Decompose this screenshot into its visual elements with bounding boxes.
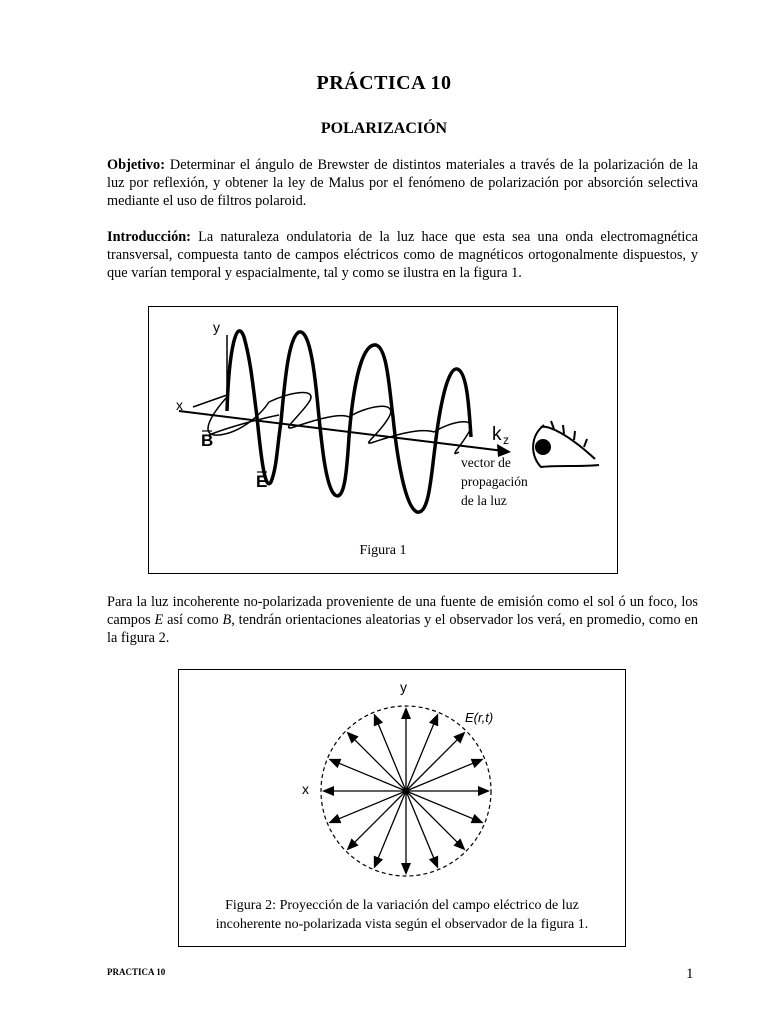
field-arrowhead bbox=[328, 814, 341, 823]
k-label bbox=[492, 424, 509, 447]
b-field-label bbox=[201, 431, 213, 450]
svg-text:B: B bbox=[201, 431, 214, 450]
field-arrows bbox=[322, 707, 490, 875]
figure-2-caption: Figura 2: Proyección de la variación del campo eléctrico de luz incoherente no-polarizada vista según el observador de la figura 1. bbox=[215, 898, 589, 932]
field-arrowhead bbox=[401, 707, 411, 719]
svg-text:z: z bbox=[503, 433, 509, 447]
field-arrowhead bbox=[374, 713, 383, 726]
page-number: 1 bbox=[686, 966, 694, 982]
svg-text:k: k bbox=[492, 424, 502, 445]
figure-2 bbox=[178, 669, 626, 947]
field-arrowhead bbox=[374, 856, 383, 869]
field-label: E(r,t) bbox=[465, 710, 494, 725]
b-symbol: B bbox=[222, 612, 232, 628]
fig2-axis-y-label: y bbox=[400, 679, 407, 695]
introduccion-label: Introducción: bbox=[107, 229, 191, 245]
e-symbol: E bbox=[154, 612, 164, 628]
field-arrow-line bbox=[354, 739, 406, 791]
objetivo-label: Objetivo: bbox=[107, 157, 165, 173]
footer-label: PRACTICA 10 bbox=[107, 967, 166, 977]
objetivo-text: Determinar el ángulo de Brewster de distintos materiales a través de la polarización de la luz por reflexión, y obtener la ley de Malus por el fenómeno de polarización por absorción selectiva mediante el uso de filtros polaroid. bbox=[107, 157, 698, 209]
page-title: PRÁCTICA 10 bbox=[316, 72, 452, 94]
field-arrowhead bbox=[328, 759, 341, 768]
field-arrowhead bbox=[429, 856, 438, 869]
figure-1-caption: Figura 1 bbox=[359, 543, 407, 558]
field-arrow-line bbox=[406, 739, 458, 791]
figure-1 bbox=[148, 306, 618, 574]
field-arrow-line bbox=[406, 791, 458, 843]
e-field-label bbox=[256, 472, 267, 491]
field-arrowhead bbox=[401, 863, 411, 875]
introduccion-paragraph bbox=[107, 228, 698, 282]
svg-text:E: E bbox=[256, 472, 268, 491]
field-arrow-line bbox=[354, 791, 406, 843]
field-projection-diagram bbox=[179, 670, 625, 900]
field-arrowhead bbox=[471, 759, 484, 768]
field-arrowhead bbox=[322, 786, 334, 796]
page-subtitle: POLARIZACIÓN bbox=[320, 120, 448, 137]
magnetic-field-wave bbox=[208, 393, 471, 454]
fig2-axis-x-label: x bbox=[302, 781, 309, 797]
introduccion-text: La naturaleza ondulatoria de la luz hace que esta sea una onda electromagnética transversal, compuesta tanto de campos eléctricos como de magnéticos ortogonalmente dispuestos, y que varían temporal y espacialmente, tal y como se ilustra en la figura 1. bbox=[107, 229, 698, 281]
em-wave-diagram bbox=[149, 307, 617, 573]
field-arrowhead bbox=[471, 814, 484, 823]
axis-y-label: y bbox=[213, 319, 220, 335]
field-arrowhead bbox=[429, 713, 438, 726]
x-axis bbox=[193, 395, 227, 407]
objetivo-paragraph bbox=[107, 156, 698, 210]
axis-x-label: x bbox=[176, 397, 183, 413]
propagation-vector-label: vector de propagación de la luz bbox=[461, 455, 528, 508]
field-arrowhead bbox=[478, 786, 490, 796]
paragraph-3: Para la luz incoherente no-polarizada proveniente de una fuente de emisión como el sol ó un foco, los campos E así como B, tendrán orientaciones aleatorias y el observador los verá, en promedio, como en la figura 2. bbox=[107, 594, 698, 646]
propagation-axis bbox=[179, 411, 504, 451]
